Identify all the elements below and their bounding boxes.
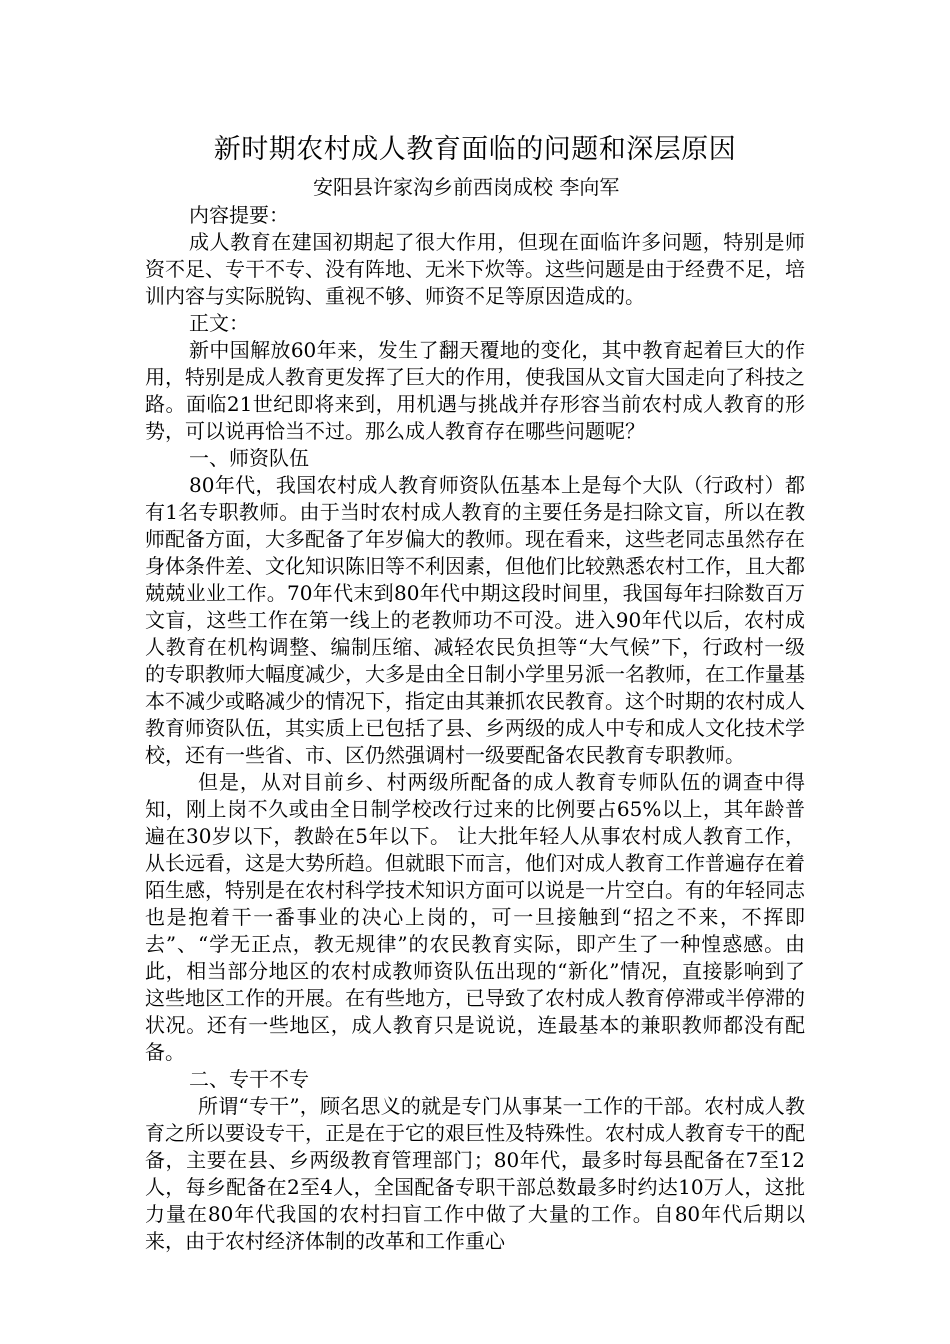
section-heading-teachers: 一、师资队伍 xyxy=(189,446,309,470)
section1-paragraph-2: 但是，从对目前乡、村两级所配备的成人教育专师队伍的调查中得知，刚上岗不久或由全日制学校改行过来的比例要占65%以上，其年龄普遍在30岁以下，教龄在5年以下。 让大批年轻人从事农村成人教育工作，从长远看，这是大势所趋。但就眼下而言，他们对成人教育工作普遍存在着陌生感，特别是在农村科学技术知识方面可以说是一片空白。有的年轻同志也是抱着干一番事业的决心上岗的，可一旦接触到“招之不来，不挥即去”、“学无正点，教无规律”的农民教育实际，即产生了一种惶惑感。由此，相当部分地区的农村成教师资队伍出现的“新化”情况，直接影响到了这些地区工作的开展。在有些地方，已导致了农村成人教育停滞或半停滞的状况。还有一些地区，成人教育只是说说，连最基本的兼职教师都没有配备。 xyxy=(145,770,805,1064)
abstract-paragraph: 成人教育在建国初期起了很大作用，但现在面临许多问题，特别是师资不足、专干不专、没有阵地、无米下炊等。这些问题是由于经费不足，培训内容与实际脱钩、重视不够、师资不足等原因造成的。 xyxy=(145,230,805,308)
intro-paragraph: 新中国解放60年来，发生了翻天覆地的变化，其中教育起着巨大的作用，特别是成人教育更发挥了巨大的作用，使我国从文盲大国走向了科技之路。面临21世纪即将来到，用机遇与挑战并存形容当前农村成人教育的形势，可以说再恰当不过。那么成人教育存在哪些问题呢？ xyxy=(145,338,805,443)
document-title: 新时期农村成人教育面临的问题和深层原因 xyxy=(213,134,737,165)
author-line: 安阳县许家沟乡前西岗成校 李向军 xyxy=(313,175,620,199)
abstract-heading: 内容提要： xyxy=(189,203,289,227)
document-page xyxy=(145,128,805,1255)
section2-paragraph-1: 所谓“专干”，顾名思义的就是专门从事某一工作的干部。农村成人教育之所以要设专干，正是在于它的艰巨性及特殊性。农村成人教育专干的配备，主要在县、乡两级教育管理部门；80年代，最多时每县配备在7至12人，每乡配备在2至4人，全国配备专职干部总数最多时约达10万人，这批力量在80年代我国的农村扫盲工作中做了大量的工作。自80年代后期以来，由于农村经济体制的改革和工作重心 xyxy=(145,1094,805,1253)
section1-paragraph-1: 80年代，我国农村成人教育师资队伍基本上是每个大队（行政村）都有1名专职教师。由于当时农村成人教育的主要任务是扫除文盲，所以在教师配备方面，大多配备了年岁偏大的教师。现在看来，这些老同志虽然存在身体条件差、文化知识陈旧等不利因素，但他们比较熟悉农村工作，且大都兢兢业业工作。70年代末到80年代中期这段时间里，我国每年扫除数百万文盲，这些工作在第一线上的老教师功不可没。进入90年代以后，农村成人教育在机构调整、编制压缩、减轻农民负担等“大气候”下，行政村一级的专职教师大幅度减少，大多是由全日制小学里另派一名教师，在工作量基本不减少或略减少的情况下，指定由其兼抓农民教育。这个时期的农村成人教育师资队伍，其实质上已包括了县、乡两级的成人中专和成人文化技术学校，还有一些省、市、区仍然强调村一级要配备农民教育专职教师。 xyxy=(145,473,805,767)
section-heading-cadres: 二、专干不专 xyxy=(189,1067,309,1091)
body-heading: 正文： xyxy=(189,311,249,335)
